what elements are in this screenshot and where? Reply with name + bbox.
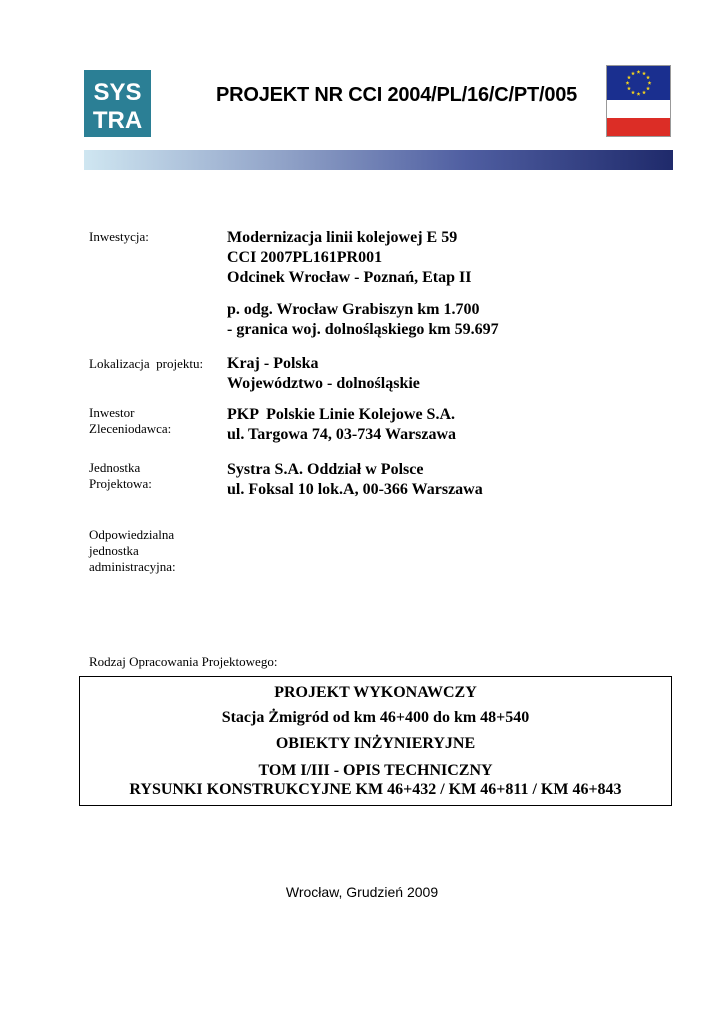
document-title: PROJEKT NR CCI 2004/PL/16/C/PT/005 xyxy=(216,84,578,106)
logo-line-1: SYS xyxy=(93,79,142,106)
label-line: Zleceniodawca: xyxy=(89,421,172,436)
lokalizacja-line: Kraj - Polska xyxy=(227,355,319,372)
value-inwestor xyxy=(227,405,456,445)
box-line: PROJEKT WYKONAWCZY xyxy=(274,684,477,701)
label-odpowiedzialna xyxy=(89,527,176,575)
flag-red-stripe xyxy=(607,118,670,136)
jednostka-line: Systra S.A. Oddział w Polsce xyxy=(227,461,424,478)
jednostka-line: ul. Foksal 10 lok.A, 00-366 Warszawa xyxy=(227,481,483,498)
label-lokalizacja: Lokalizacja projektu: xyxy=(89,356,204,371)
place-date: Wrocław, Grudzień 2009 xyxy=(285,884,439,900)
label-rodzaj-opracowania: Rodzaj Opracowania Projektowego: xyxy=(89,654,278,669)
label-line: Projektowa: xyxy=(89,476,152,491)
eu-poland-flag xyxy=(606,65,671,137)
project-type-box xyxy=(79,676,672,806)
label-line: Inwestor xyxy=(89,405,135,420)
label-line: administracyjna: xyxy=(89,559,176,574)
value-odcinek xyxy=(227,300,499,340)
value-jednostka xyxy=(227,460,483,500)
inwestor-line: ul. Targowa 74, 03-734 Warszawa xyxy=(227,426,457,443)
odcinek-line: - granica woj. dolnośląskiego km 59.697 xyxy=(227,321,499,338)
value-inwestycja xyxy=(227,228,471,288)
inwestycja-line: Odcinek Wrocław - Poznań, Etap II xyxy=(227,269,472,286)
label-inwestycja: Inwestycja: xyxy=(89,229,149,244)
lokalizacja-line: Województwo - dolnośląskie xyxy=(227,375,420,392)
box-line: TOM I/III - OPIS TECHNICZNY xyxy=(258,762,493,779)
label-line: Jednostka xyxy=(89,460,141,475)
value-lokalizacja xyxy=(227,354,420,394)
inwestor-line: PKP Polskie Linie Kolejowe S.A. xyxy=(227,406,455,423)
inwestycja-line: Modernizacja linii kolejowej E 59 xyxy=(227,229,458,246)
systra-logo xyxy=(84,70,151,137)
label-line: Odpowiedzialna xyxy=(89,527,175,542)
inwestycja-line: CCI 2007PL161PR001 xyxy=(227,249,383,266)
box-line: RYSUNKI KONSTRUKCYJNE KM 46+432 / KM 46+811 / KM 46+843 xyxy=(129,781,622,798)
label-jednostka xyxy=(89,460,152,492)
flag-white-stripe xyxy=(607,100,670,118)
logo-line-2: TRA xyxy=(92,107,143,134)
label-inwestor xyxy=(89,405,171,437)
odcinek-line: p. odg. Wrocław Grabiszyn km 1.700 xyxy=(227,301,480,318)
header-gradient-band xyxy=(84,150,673,170)
box-line: Stacja Żmigród od km 46+400 do km 48+540 xyxy=(221,709,530,726)
box-line: OBIEKTY INŻYNIERYJNE xyxy=(275,735,476,752)
label-line: jednostka xyxy=(89,543,139,558)
